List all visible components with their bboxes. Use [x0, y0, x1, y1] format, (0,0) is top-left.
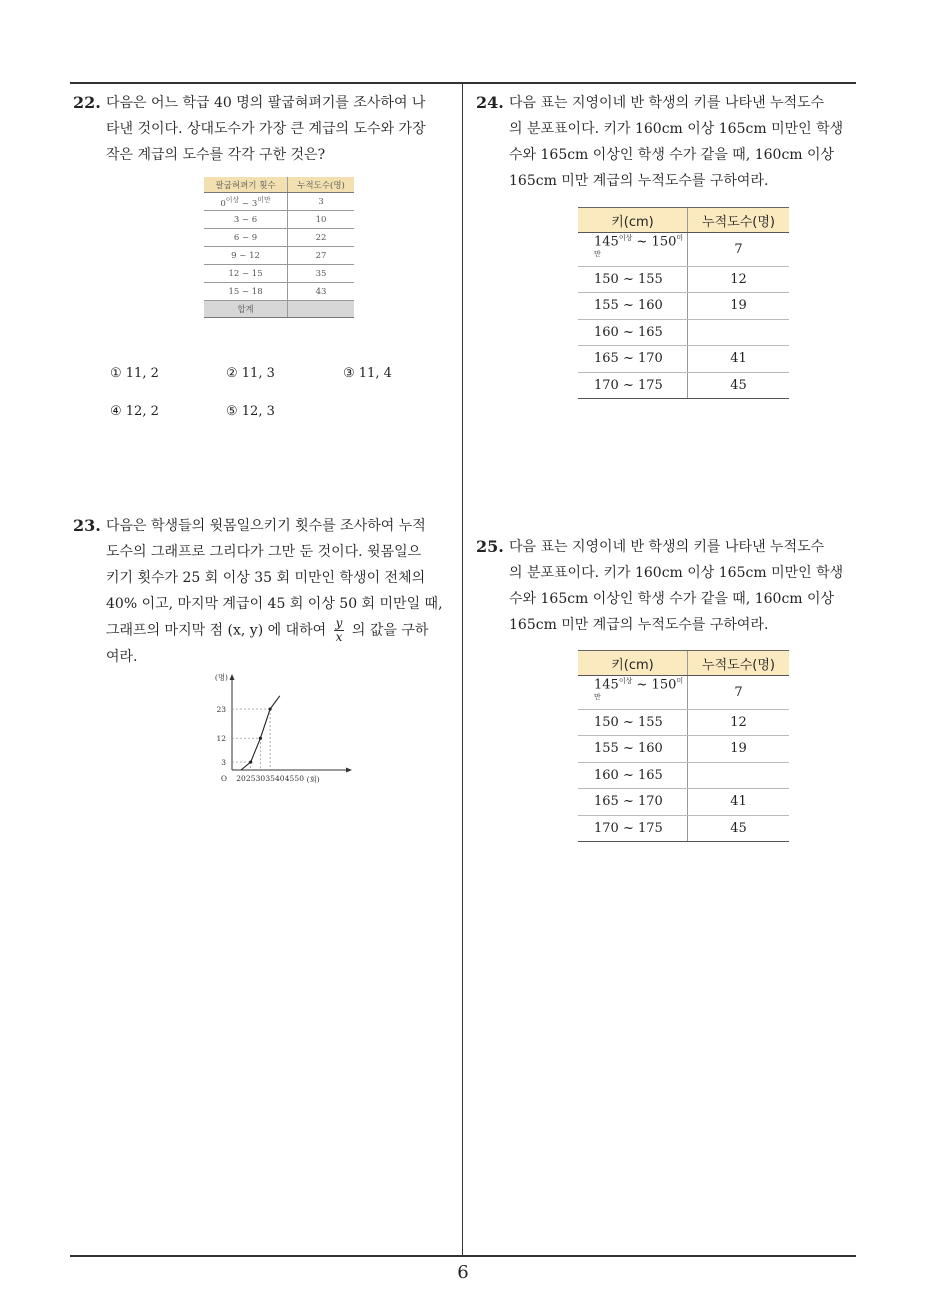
- table-cell: 19: [688, 293, 790, 320]
- x-tick-label: 50: [294, 774, 304, 783]
- table-cell: 9 ~ 12: [204, 247, 288, 265]
- q25-text: [509, 534, 858, 638]
- q25-height-table: [578, 650, 789, 842]
- y-unit-label: (명): [214, 673, 228, 682]
- answer-option[interactable]: ① 11, 2: [110, 366, 159, 381]
- table-row: [578, 789, 789, 816]
- q24-line: 다음 표는 지영이네 반 학생의 키를 나타낸 누적도수: [509, 95, 825, 111]
- table-row: [578, 233, 789, 267]
- table-cell: $145^{이상}$ ~ $150^{미만}$: [578, 233, 688, 267]
- table-cell: 15 ~ 18: [204, 283, 288, 301]
- table-header: 키(cm): [578, 651, 688, 676]
- bottom-rule: [70, 1255, 856, 1257]
- x-unit-label: (회): [306, 775, 320, 784]
- table-cell: 3: [288, 193, 354, 211]
- table-cell: [688, 762, 790, 789]
- x-tick-label: 25: [245, 774, 256, 783]
- table-row: [204, 265, 354, 283]
- x-tick-label: 30: [255, 774, 266, 783]
- table-cell: 150 ~ 155: [578, 266, 688, 293]
- ogive-point: [249, 760, 252, 763]
- q23-text: [106, 513, 454, 670]
- page-number: 6: [457, 1262, 469, 1283]
- q23-line: 여라.: [106, 649, 138, 665]
- q25-line: 165cm 미만 계급의 누적도수를 구하여라.: [509, 617, 769, 633]
- table-row: [204, 193, 354, 211]
- table-header: 키(cm): [578, 208, 688, 233]
- table-row: [578, 372, 789, 399]
- table-cell: 12: [688, 266, 790, 293]
- table-cell: 41: [688, 346, 790, 373]
- q23-number: 23.: [73, 516, 101, 535]
- table-cell: 6 ~ 9: [204, 229, 288, 247]
- q24-number: 24.: [476, 93, 504, 112]
- q24-text: [509, 90, 858, 194]
- q25-line: 다음 표는 지영이네 반 학생의 키를 나타낸 누적도수: [509, 539, 825, 555]
- table-cell: 12: [688, 709, 790, 736]
- table-cell: 160 ~ 165: [578, 319, 688, 346]
- q22-cumulative-table: [204, 177, 354, 318]
- table-cell: $145^{이상}$ ~ $150^{미만}$: [578, 676, 688, 710]
- table-cell: 22: [288, 229, 354, 247]
- table-cell: 170 ~ 175: [578, 815, 688, 842]
- table-cell: 3 ~ 6: [204, 211, 288, 229]
- y-tick-label: 23: [216, 705, 226, 715]
- answer-option[interactable]: ⑤ 12, 3: [226, 404, 275, 419]
- x-tick-label: 40: [275, 774, 285, 783]
- table-cell: 35: [288, 265, 354, 283]
- ogive-point: [269, 707, 272, 710]
- q24-height-table: [578, 207, 789, 399]
- q22-number: 22.: [73, 93, 101, 112]
- table-cell: 41: [688, 789, 790, 816]
- y-axis-arrow: [230, 674, 235, 680]
- q22-line: 작은 계급의 도수를 각각 구한 것은?: [106, 147, 326, 163]
- q25-line: 의 분포표이다. 키가 160cm 이상 165cm 미만인 학생: [509, 565, 844, 581]
- table-cell: 19: [688, 736, 790, 763]
- table-cell: 합계: [204, 301, 288, 318]
- table-cell: 7: [688, 676, 790, 710]
- table-row: [578, 709, 789, 736]
- q23-line: 40% 이고, 마지막 계급이 45 회 이상 50 회 미만일 때,: [106, 596, 443, 612]
- table-row: [578, 319, 789, 346]
- table-row: [578, 762, 789, 789]
- table-cell: 150 ~ 155: [578, 709, 688, 736]
- q22-line: 타낸 것이다. 상대도수가 가장 큰 계급의 도수와 가장: [106, 121, 426, 137]
- table-cell: 165 ~ 170: [578, 346, 688, 373]
- graph-axes: [230, 674, 353, 773]
- q23-line: 키기 횟수가 25 회 이상 35 회 미만인 학생이 전체의: [106, 570, 426, 586]
- q23-line: 다음은 학생들의 윗몸일으키기 횟수를 조사하여 누적: [106, 518, 426, 534]
- table-cell: 170 ~ 175: [578, 372, 688, 399]
- table-header: 누적도수(명): [688, 651, 790, 676]
- x-axis-arrow: [346, 768, 352, 773]
- table-header: 누적도수(명): [688, 208, 790, 233]
- graph-labels: [215, 672, 320, 784]
- y-tick-label: 12: [216, 734, 226, 744]
- table-cell: 165 ~ 170: [578, 789, 688, 816]
- fraction-y-over-x: $\frac{y}{x}$: [335, 616, 343, 644]
- table-row: [204, 211, 354, 229]
- table-row: [578, 676, 789, 710]
- q23-cumulative-graph: [200, 668, 370, 793]
- table-row: [204, 229, 354, 247]
- q25-number: 25.: [476, 537, 504, 556]
- table-total-row: [204, 301, 354, 318]
- table-row: [578, 736, 789, 763]
- table-row: [204, 283, 354, 301]
- q24-line: 의 분포표이다. 키가 160cm 이상 165cm 미만인 학생: [509, 121, 844, 137]
- table-cell: 155 ~ 160: [578, 736, 688, 763]
- q24-line: 165cm 미만 계급의 누적도수를 구하여라.: [509, 173, 769, 189]
- ogive-point: [259, 737, 262, 740]
- q24-line: 수와 165cm 이상인 학생 수가 같을 때, 160cm 이상: [509, 147, 835, 163]
- column-divider: [462, 83, 463, 1256]
- y-tick-label: 3: [221, 758, 226, 768]
- answer-option[interactable]: ④ 12, 2: [110, 404, 159, 419]
- x-tick-label: 35: [265, 774, 275, 783]
- table-cell: 27: [288, 247, 354, 265]
- table-cell: 155 ~ 160: [578, 293, 688, 320]
- table-row: [578, 815, 789, 842]
- x-tick-label: 20: [236, 774, 246, 783]
- table-cell: $0^{이상}$ ~ $3^{미만}$: [204, 193, 288, 211]
- table-cell: 45: [688, 372, 790, 399]
- table-header: 팔굽혀펴기 횟수: [204, 177, 288, 193]
- q25-line: 수와 165cm 이상인 학생 수가 같을 때, 160cm 이상: [509, 591, 835, 607]
- answer-option[interactable]: ② 11, 3: [226, 366, 275, 381]
- table-row: [578, 346, 789, 373]
- table-row: [578, 266, 789, 293]
- table-cell: 43: [288, 283, 354, 301]
- origin-label: O: [220, 774, 228, 783]
- table-cell: 7: [688, 233, 790, 267]
- table-row: [204, 247, 354, 265]
- table-cell: 160 ~ 165: [578, 762, 688, 789]
- top-rule: [70, 82, 856, 84]
- q23-line: 도수의 그래프로 그리다가 그만 둔 것이다. 윗몸일으: [106, 544, 422, 560]
- table-cell: 45: [688, 815, 790, 842]
- q22-line: 다음은 어느 학급 40 명의 팔굽혀펴기를 조사하여 나: [106, 95, 426, 111]
- table-header: 누적도수(명): [288, 177, 354, 193]
- x-tick-label: 45: [284, 774, 295, 783]
- table-cell: 10: [288, 211, 354, 229]
- answer-option[interactable]: ③ 11, 4: [343, 366, 392, 381]
- table-cell: 12 ~ 15: [204, 265, 288, 283]
- q22-text: [106, 90, 454, 168]
- table-cell: [288, 301, 354, 318]
- table-row: [578, 293, 789, 320]
- q23-line: 그래프의 마지막 점 (x, y) 에 대하여 $\frac{y}{x}$ 의 값을 구하: [106, 616, 429, 644]
- table-cell: [688, 319, 790, 346]
